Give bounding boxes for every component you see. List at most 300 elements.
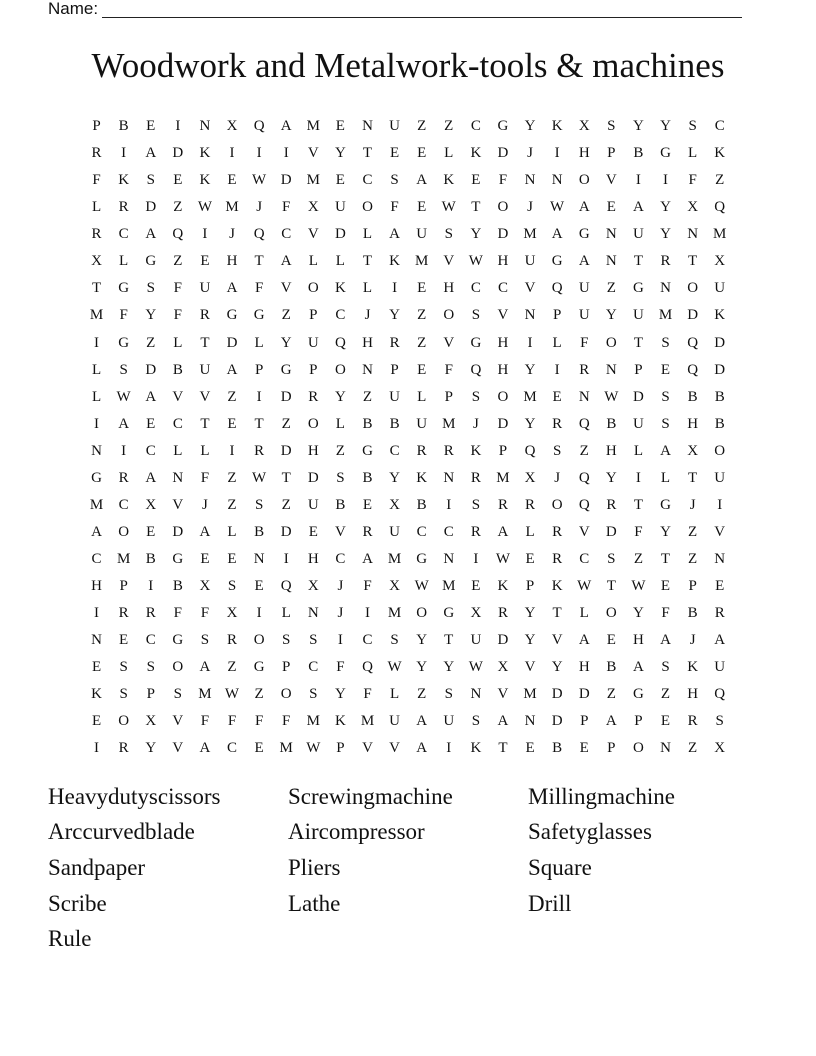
grid-letter: R	[362, 523, 373, 540]
grid-letter: N	[362, 118, 373, 135]
grid-letter: I	[229, 442, 235, 459]
grid-letter: M	[523, 388, 537, 405]
grid-letter: I	[148, 578, 154, 595]
grid-letter: S	[661, 415, 670, 432]
grid-letter: Y	[524, 605, 536, 622]
grid-letter: L	[119, 253, 129, 270]
grid-letter: P	[390, 361, 399, 378]
grid-letter: L	[308, 253, 318, 270]
grid-letter: R	[443, 442, 454, 459]
grid-letter: E	[91, 659, 102, 676]
grid-letter: Y	[524, 361, 536, 378]
word-list-item: Sandpaper	[48, 854, 146, 880]
grid-letter: H	[687, 686, 699, 703]
grid-letter: N	[660, 740, 671, 757]
grid-letter: H	[362, 334, 373, 351]
grid-letter: J	[364, 307, 371, 324]
grid-letter: J	[472, 415, 479, 432]
grid-letter: M	[306, 118, 320, 135]
grid-letter: Y	[416, 659, 428, 676]
grid-letter: H	[307, 551, 319, 568]
grid-letter: H	[578, 659, 590, 676]
grid-letter: K	[443, 172, 455, 189]
grid-letter: Z	[688, 523, 698, 540]
grid-letter: D	[605, 523, 617, 540]
grid-letter: A	[145, 388, 157, 405]
grid-letter: D	[714, 334, 726, 351]
grid-letter: Z	[606, 280, 616, 297]
grid-letter: Y	[660, 523, 671, 540]
grid-letter: R	[552, 415, 563, 432]
grid-letter: F	[282, 199, 291, 216]
grid-letter: B	[335, 496, 346, 513]
grid-letter: M	[306, 172, 320, 189]
grid-letter: Z	[227, 496, 237, 513]
grid-letter: B	[606, 659, 617, 676]
grid-letter: Y	[470, 226, 482, 243]
grid-letter: T	[362, 253, 373, 270]
grid-letter: Q	[334, 334, 346, 351]
grid-letter: V	[497, 307, 509, 324]
grid-letter: G	[633, 280, 644, 297]
grid-letter: I	[473, 551, 479, 568]
grid-letter: Y	[334, 388, 346, 405]
grid-letter: D	[280, 388, 292, 405]
grid-letter: F	[173, 307, 182, 324]
grid-letter: E	[715, 578, 725, 595]
grid-letter: E	[660, 361, 671, 378]
grid-letter: L	[281, 605, 291, 622]
grid-letter: C	[362, 172, 373, 189]
grid-letter: E	[606, 632, 616, 649]
grid-letter: Z	[633, 551, 643, 568]
grid-letter: R	[91, 145, 102, 162]
grid-letter: X	[145, 713, 157, 730]
grid-letter: R	[470, 523, 481, 540]
grid-letter: Y	[524, 415, 536, 432]
grid-letter: X	[714, 253, 726, 270]
grid-letter: M	[442, 415, 456, 432]
grid-letter: O	[172, 659, 184, 676]
grid-letter: Q	[253, 118, 265, 135]
grid-letter: T	[254, 253, 264, 270]
grid-letter: L	[362, 226, 373, 243]
grid-letter: I	[446, 496, 452, 513]
grid-letter: Z	[254, 686, 264, 703]
grid-letter: X	[389, 496, 400, 513]
grid-letter: W	[252, 469, 267, 486]
grid-letter: Z	[146, 334, 156, 351]
grid-letter: M	[713, 226, 727, 243]
grid-letter: O	[605, 334, 617, 351]
grid-letter: I	[392, 280, 398, 297]
grid-letter: G	[280, 361, 292, 378]
grid-letter: Y	[605, 307, 617, 324]
grid-letter: F	[661, 605, 670, 622]
grid-letter: X	[307, 578, 319, 595]
grid-letter: V	[605, 172, 617, 189]
grid-letter: K	[470, 145, 482, 162]
grid-letter: L	[91, 361, 102, 378]
grid-letter: V	[307, 145, 319, 162]
grid-letter: Z	[281, 496, 291, 513]
grid-letter: E	[91, 713, 102, 730]
grid-letter: D	[497, 632, 509, 649]
grid-letter: W	[252, 172, 267, 189]
grid-letter: Q	[280, 578, 292, 595]
grid-letter: M	[198, 686, 212, 703]
grid-letter: Q	[578, 415, 590, 432]
grid-letter: E	[389, 145, 400, 162]
grid-letter: I	[256, 145, 262, 162]
grid-letter: Y	[633, 605, 644, 622]
grid-letter: X	[687, 442, 699, 459]
grid-letter: H	[307, 442, 319, 459]
grid-letter: S	[390, 172, 399, 189]
name-label: Name:	[48, 0, 99, 18]
word-list-item: Lathe	[288, 890, 341, 916]
grid-letter: D	[280, 172, 292, 189]
grid-letter: A	[633, 199, 644, 216]
grid-letter: C	[579, 551, 590, 568]
grid-letter: M	[387, 551, 402, 568]
grid-letter: R	[254, 442, 265, 459]
grid-letter: P	[336, 740, 345, 757]
grid-letter: K	[497, 578, 509, 595]
grid-letter: C	[335, 307, 346, 324]
grid-letter: T	[660, 551, 671, 568]
grid-letter: E	[227, 551, 237, 568]
grid-letter: N	[524, 172, 536, 189]
grid-letter: Q	[470, 361, 482, 378]
grid-letter: F	[92, 172, 101, 189]
grid-letter: R	[227, 632, 238, 649]
grid-letter: C	[91, 551, 102, 568]
grid-letter: Z	[227, 469, 237, 486]
grid-letter: X	[524, 469, 536, 486]
name-field[interactable]	[48, 0, 742, 18]
grid-letter: S	[661, 659, 670, 676]
grid-letter: P	[309, 307, 318, 324]
grid-letter: J	[554, 469, 561, 486]
grid-letter: R	[714, 605, 725, 622]
grid-letter: W	[468, 253, 483, 270]
grid-letter: Y	[389, 469, 400, 486]
grid-letter: A	[497, 523, 509, 540]
grid-letter: L	[389, 686, 400, 703]
grid-letter: I	[202, 226, 208, 243]
grid-letter: F	[173, 605, 182, 622]
grid-letter: Y	[660, 199, 671, 216]
grid-letter: C	[308, 659, 319, 676]
grid-letter: B	[389, 415, 400, 432]
grid-letter: M	[279, 740, 293, 757]
grid-letter: H	[578, 145, 590, 162]
grid-letter: C	[145, 632, 156, 649]
grid-letter: G	[660, 145, 671, 162]
grid-letter: N	[551, 172, 563, 189]
grid-letter: M	[225, 199, 239, 216]
grid-letter: S	[715, 713, 724, 730]
grid-letter: X	[389, 578, 400, 595]
grid-letter: N	[253, 551, 265, 568]
grid-letter: E	[335, 118, 345, 135]
grid-letter: S	[444, 686, 453, 703]
grid-letter: M	[442, 578, 456, 595]
grid-letter: U	[307, 334, 319, 351]
grid-letter: J	[337, 605, 344, 622]
grid-letter: G	[551, 253, 563, 270]
grid-letter: N	[578, 388, 590, 405]
grid-letter: Z	[606, 686, 616, 703]
grid-letter: A	[714, 632, 726, 649]
grid-letter: A	[145, 226, 157, 243]
grid-letter: H	[497, 361, 509, 378]
grid-letter: B	[552, 740, 563, 757]
grid-letter: H	[687, 415, 699, 432]
grid-letter: T	[606, 578, 616, 595]
grid-letter: I	[94, 415, 100, 432]
grid-letter: W	[604, 388, 619, 405]
grid-letter: L	[173, 442, 183, 459]
grid-letter: W	[116, 388, 131, 405]
grid-letter: E	[119, 632, 129, 649]
grid-letter: O	[551, 496, 563, 513]
grid-letter: P	[444, 388, 453, 405]
grid-letter: S	[607, 118, 616, 135]
grid-letter: A	[199, 523, 211, 540]
grid-letter: R	[199, 307, 210, 324]
grid-letter: O	[307, 415, 319, 432]
grid-letter: N	[605, 226, 617, 243]
grid-letter: K	[470, 740, 482, 757]
grid-letter: J	[689, 632, 696, 649]
grid-letter: S	[471, 713, 481, 730]
grid-letter: E	[362, 496, 373, 513]
grid-letter: A	[389, 226, 400, 243]
grid-letter: V	[172, 740, 184, 757]
grid-letter: U	[307, 496, 319, 513]
grid-letter: S	[173, 686, 182, 703]
grid-letter: V	[524, 659, 536, 676]
grid-letter: A	[145, 145, 157, 162]
grid-letter: T	[91, 280, 102, 297]
grid-letter: O	[118, 713, 130, 730]
word-list-item: Drill	[528, 890, 572, 916]
grid-letter: A	[416, 740, 428, 757]
grid-letter: P	[309, 361, 318, 378]
word-list-item: Aircompressor	[288, 819, 425, 845]
grid-letter: X	[226, 118, 238, 135]
grid-letter: O	[280, 686, 292, 703]
grid-letter: S	[146, 172, 155, 189]
grid-letter: L	[254, 334, 264, 351]
grid-letter: F	[390, 199, 399, 216]
grid-letter: J	[202, 496, 208, 513]
grid-letter: N	[524, 713, 536, 730]
grid-letter: P	[607, 145, 616, 162]
grid-letter: H	[497, 253, 509, 270]
grid-letter: M	[89, 307, 104, 324]
grid-letter: J	[527, 199, 533, 216]
grid-letter: D	[226, 334, 238, 351]
grid-letter: O	[307, 280, 319, 297]
grid-letter: Z	[688, 740, 698, 757]
grid-letter: U	[578, 307, 590, 324]
grid-letter: C	[416, 523, 427, 540]
word-list-item: Millingmachine	[528, 783, 675, 809]
grid-letter: L	[633, 442, 643, 459]
grid-letter: S	[309, 632, 318, 649]
grid-letter: U	[633, 226, 644, 243]
grid-letter: T	[200, 334, 210, 351]
grid-letter: C	[118, 226, 129, 243]
grid-letter: D	[334, 226, 346, 243]
grid-letter: C	[118, 496, 129, 513]
grid-letter: E	[471, 172, 481, 189]
grid-letter: M	[523, 226, 537, 243]
grid-letter: Z	[444, 118, 454, 135]
grid-letter: B	[118, 118, 129, 135]
grid-letter: S	[336, 469, 345, 486]
grid-letter: C	[172, 415, 183, 432]
grid-letter: U	[443, 713, 455, 730]
grid-letter: Y	[660, 226, 671, 243]
grid-letter: A	[199, 659, 211, 676]
grid-letter: A	[633, 659, 644, 676]
grid-letter: D	[145, 199, 157, 216]
grid-letter: N	[605, 361, 617, 378]
grid-letter: W	[495, 551, 511, 568]
grid-letter: E	[254, 578, 264, 595]
word-list-item: Square	[528, 854, 592, 880]
grid-letter: I	[635, 469, 641, 486]
grid-letter: N	[307, 605, 319, 622]
grid-letter: U	[199, 361, 211, 378]
word-list-item: Screwingmachine	[288, 783, 453, 809]
grid-letter: Z	[227, 388, 237, 405]
grid-letter: C	[335, 551, 346, 568]
grid-letter: S	[146, 280, 155, 297]
grid-letter: Q	[362, 659, 373, 676]
grid-letter: R	[525, 496, 536, 513]
grid-letter: H	[226, 253, 238, 270]
grid-letter: B	[362, 469, 373, 486]
grid-letter: T	[362, 145, 373, 162]
grid-letter: I	[121, 145, 127, 162]
grid-letter: Y	[280, 334, 292, 351]
grid-letter: R	[552, 523, 563, 540]
grid-letter: I	[337, 632, 343, 649]
grid-letter: U	[578, 280, 590, 297]
grid-letter: L	[660, 469, 671, 486]
grid-letter: V	[497, 686, 509, 703]
grid-letter: E	[200, 551, 210, 568]
grid-letter: W	[197, 199, 212, 216]
word-list-item: Rule	[48, 926, 92, 952]
grid-letter: M	[360, 713, 375, 730]
grid-letter: T	[688, 469, 698, 486]
grid-letter: E	[417, 199, 427, 216]
grid-letter: J	[256, 199, 263, 216]
grid-letter: Z	[281, 307, 291, 324]
grid-letter: W	[387, 659, 402, 676]
grid-letter: N	[524, 307, 536, 324]
grid-letter: U	[524, 253, 536, 270]
grid-letter: I	[554, 361, 560, 378]
grid-letter: R	[389, 334, 400, 351]
grid-letter: K	[416, 469, 428, 486]
grid-letter: G	[443, 605, 455, 622]
grid-letter: D	[145, 361, 157, 378]
grid-letter: C	[443, 523, 454, 540]
grid-letter: S	[119, 686, 128, 703]
grid-letter: R	[497, 605, 508, 622]
grid-letter: G	[118, 280, 130, 297]
grid-letter: Q	[714, 686, 726, 703]
grid-letter: Z	[281, 415, 291, 432]
grid-letter: R	[145, 605, 156, 622]
grid-letter: E	[525, 740, 535, 757]
grid-letter: L	[579, 605, 589, 622]
grid-letter: R	[552, 551, 563, 568]
grid-letter: D	[280, 442, 292, 459]
grid-letter: V	[443, 253, 455, 270]
grid-letter: M	[306, 713, 320, 730]
grid-letter: D	[578, 686, 590, 703]
grid-letter: S	[444, 226, 453, 243]
grid-letter: E	[606, 199, 616, 216]
grid-letter: D	[497, 145, 509, 162]
grid-letter: S	[227, 578, 237, 595]
grid-letter: K	[551, 118, 563, 135]
grid-letter: C	[145, 442, 156, 459]
grid-letter: H	[497, 334, 509, 351]
word-list-item: Pliers	[288, 854, 341, 880]
grid-letter: Y	[416, 632, 428, 649]
word-list-item: Safetyglasses	[528, 819, 652, 845]
grid-letter: A	[416, 172, 428, 189]
grid-letter: E	[173, 172, 183, 189]
grid-letter: E	[200, 253, 210, 270]
grid-letter: I	[717, 496, 723, 513]
grid-letter: F	[634, 523, 643, 540]
grid-letter: T	[688, 253, 698, 270]
grid-letter: A	[605, 713, 617, 730]
grid-letter: A	[578, 199, 590, 216]
grid-letter: K	[714, 307, 726, 324]
grid-letter: X	[91, 253, 102, 270]
grid-letter: T	[498, 740, 508, 757]
grid-letter: U	[714, 280, 726, 297]
grid-letter: Z	[688, 551, 698, 568]
grid-letter: U	[389, 388, 400, 405]
grid-letter: F	[119, 307, 128, 324]
grid-letter: G	[578, 226, 590, 243]
grid-letter: Q	[687, 334, 699, 351]
grid-letter: N	[687, 226, 699, 243]
grid-letter: M	[496, 469, 510, 486]
grid-letter: P	[119, 578, 128, 595]
grid-letter: U	[416, 226, 428, 243]
grid-letter: I	[94, 740, 100, 757]
grid-letter: F	[173, 280, 182, 297]
grid-letter: M	[415, 253, 429, 270]
grid-letter: R	[579, 361, 590, 378]
grid-letter: D	[551, 713, 563, 730]
name-blank-line[interactable]	[102, 1, 742, 18]
grid-letter: M	[523, 686, 537, 703]
